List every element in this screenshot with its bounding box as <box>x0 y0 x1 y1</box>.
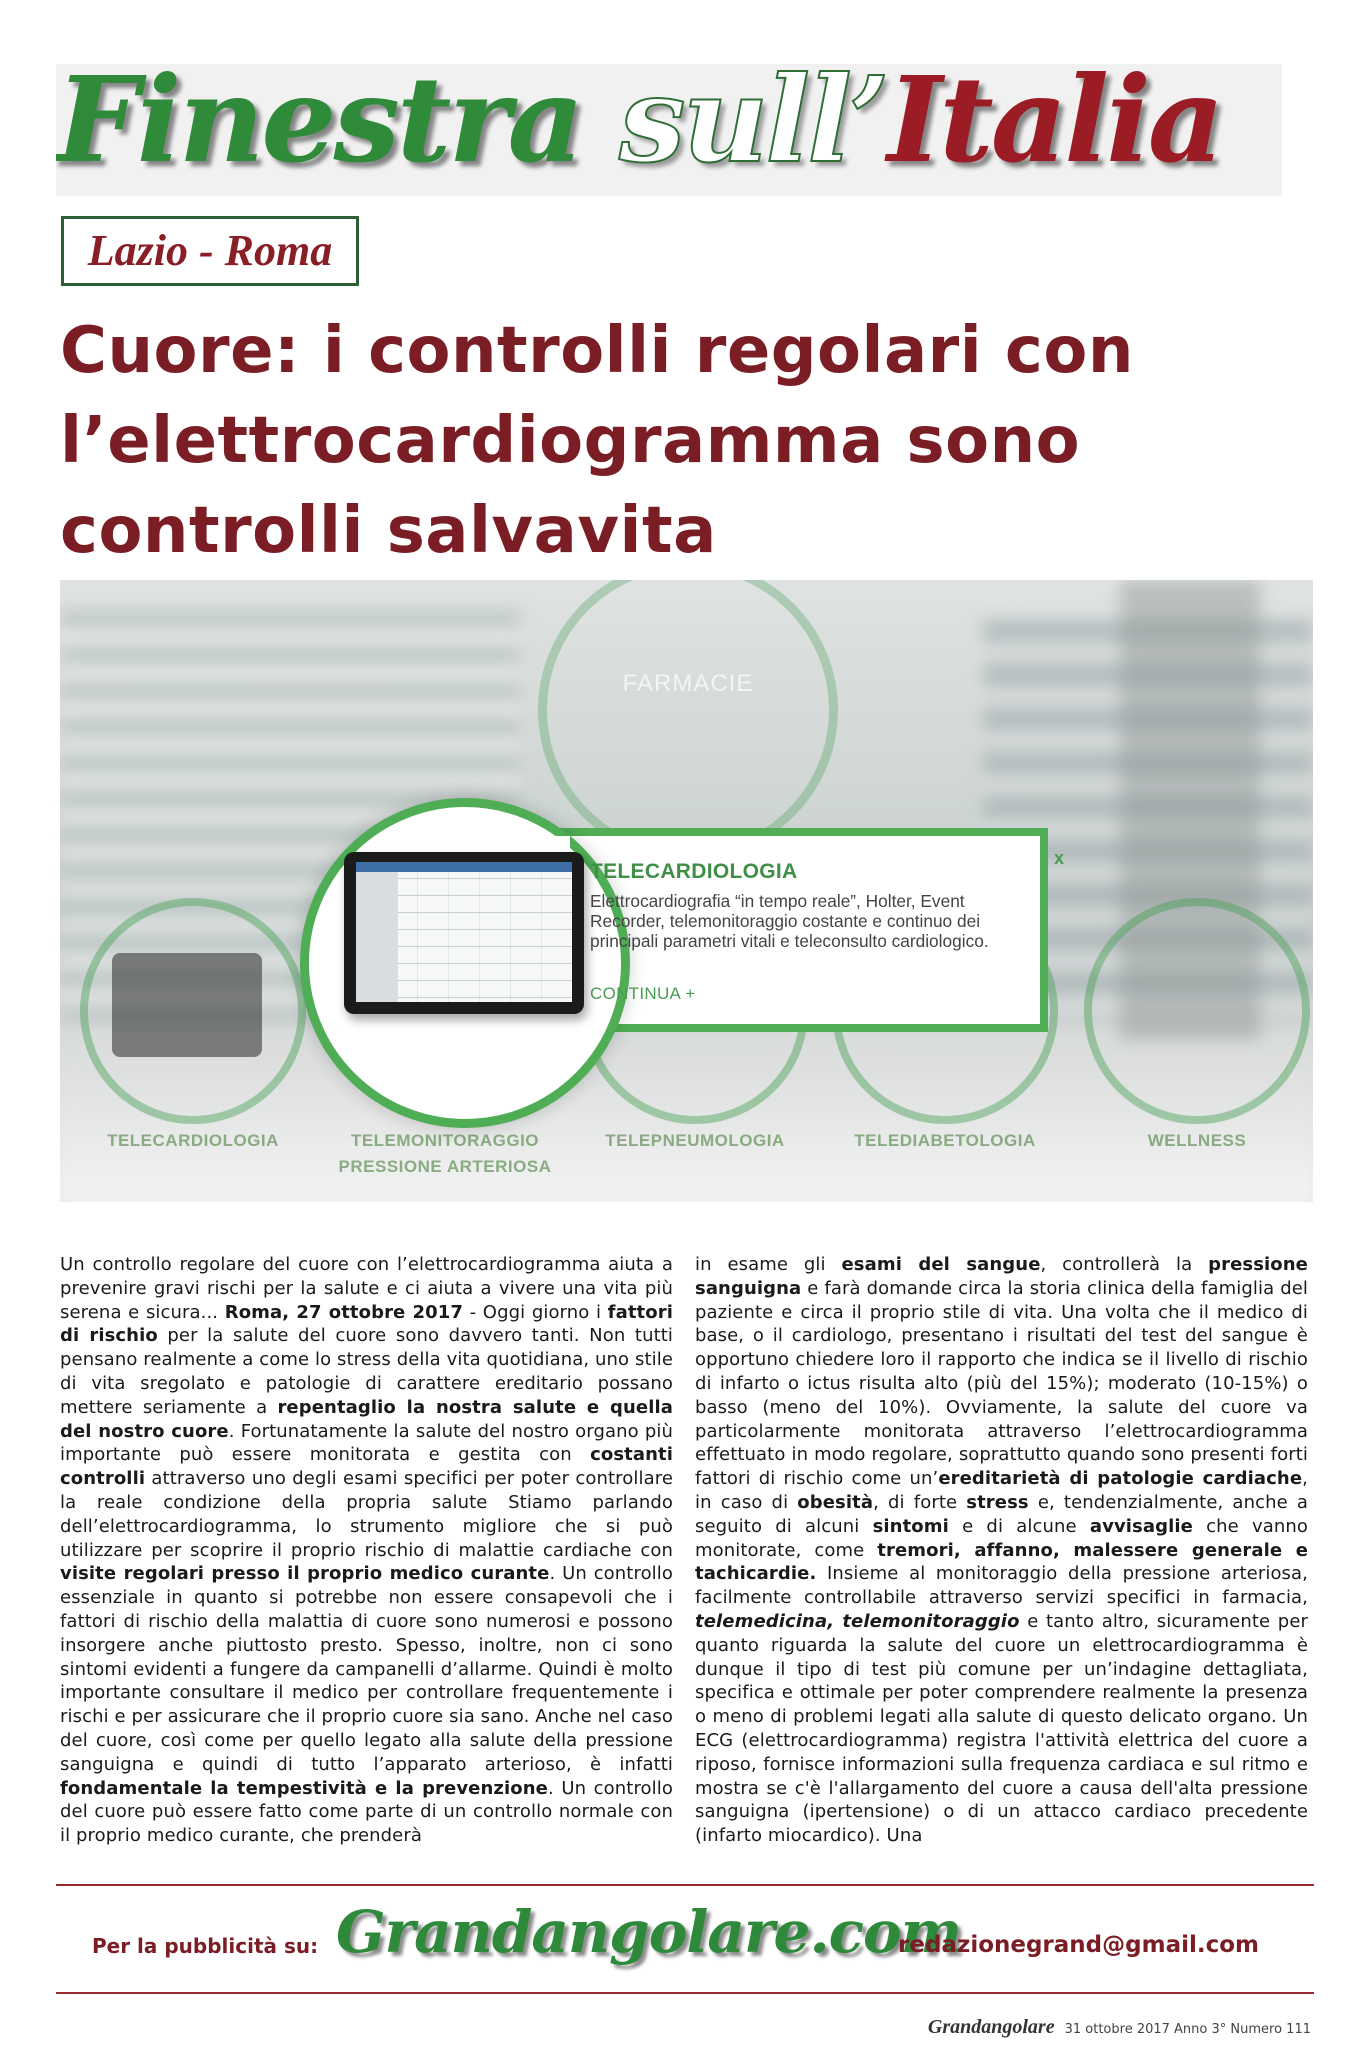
continua-link: CONTINUA + <box>590 984 696 1003</box>
text-run: - Oggi giorno i <box>463 1301 608 1323</box>
category-wellness: WELLNESS <box>1147 1131 1247 1150</box>
category-telecardiologia: TELECARDIOLOGIA <box>107 1131 279 1150</box>
grandangolare-logo[interactable]: Grandangolare.com <box>336 1898 962 1966</box>
text-run: per la salute del cuore sono davvero tanti. Non tutti pensano realmente a come lo stress della vita quotidiana, uno stile di vita sregolato e patologie di carattere ereditario possano mettere seriamente a <box>60 1325 673 1418</box>
text-run: e tanto altro, sicuramente per quanto riguarda la salute del cuore un elettrocardiogramma è dunque il tipo di test più comune per un’indagine dettagliata, specifica e ottimale per poter comprendere realmente la presenza o meno di problemi legati alla salute di questo delicato organo. Un ECG (elettrocardiogramma) registra l'attività elettrica del cuore a riposo, fornisce informazioni sulla frequenza cardiaca e sul ritmo e mostra se c'è l'allargamento del cuore a causa dell'alta pressione sanguigna (ipertensione) o di un attacco cardiaco precedente (infarto miocardico). Una <box>695 1610 1309 1847</box>
text-run: . Un controllo essenziale in quanto si potrebbe non essere consapevoli che i fattori di rischio della malattia di cuore sono numerosi e possono insorgere anche piuttosto presto. Spesso, inoltre, non ci sono sintomi evidenti a fungere da campanelli d’allarme. Quindi è molto importante consultare il medico per controllare frequentemente i rischi e per assicurare che il proprio cuore sia sano. Anche nel caso del cuore, così come per quello legato alla salute della pressione sanguigna e quindi di tutto l’apparato arterioso, è infatti <box>60 1563 673 1775</box>
ring-wellness <box>1084 898 1310 1124</box>
category-telemonitoraggio-line-2: PRESSIONE ARTERIOSA <box>338 1157 552 1176</box>
headline-line-1: Cuore: i controlli regolari con <box>60 314 1134 388</box>
masthead <box>56 64 1282 196</box>
category-telemonitoraggio <box>322 1128 568 1180</box>
text-run: , in caso di <box>695 1468 1308 1513</box>
masthead-word-finestra: Finestra <box>56 64 582 189</box>
category-telediabetologia: TELEDIABETOLOGIA <box>854 1131 1036 1150</box>
bold-run: repentaglio la nostra salute e quella del nostro cuore <box>60 1396 673 1442</box>
headline-line-2: l’elettrocardiogramma sono <box>60 404 1081 478</box>
divider-bottom <box>56 1992 1314 1994</box>
category-telepneumologia: TELEPNEUMOLOGIA <box>605 1131 785 1150</box>
tablet-icon <box>344 852 584 1014</box>
text-run: , di forte <box>873 1491 967 1513</box>
article-column-right <box>695 1253 1308 1848</box>
text-run: . Un controllo del cuore può essere fatto come parte di un controllo normale con il proprio medico curante, che prenderà <box>60 1777 673 1847</box>
contact-email-link[interactable]: redazionegrand@gmail.com <box>898 1932 1259 1958</box>
masthead-title <box>56 64 1221 189</box>
text-run: , controllerà la <box>1040 1254 1209 1275</box>
footer-brand: Grandangolare <box>927 2016 1055 2038</box>
bold-run: Roma, 27 ottobre 2017 <box>224 1301 463 1323</box>
text-run: e di alcune <box>948 1515 1090 1537</box>
bold-run: fondamentale la tempestività e la prevenzione <box>60 1777 548 1799</box>
text-run: Insieme al monitoraggio della pressione arteriosa, facilmente controllabile attraverso servizi specifici in farmacia, <box>695 1563 1308 1609</box>
category-telemonitoraggio-line-1: TELEMONITORAGGIO <box>350 1131 540 1150</box>
farmacie-label: FARMACIE <box>622 670 754 697</box>
bold-run: avvisaglie <box>1089 1515 1193 1537</box>
bold-run: visite regolari presso il proprio medico curante <box>60 1563 550 1585</box>
footer-issue-info: 31 ottobre 2017 Anno 3° Numero 111 <box>1064 2022 1311 2037</box>
bold-run: fattori di rischio <box>60 1301 673 1347</box>
article-headline <box>60 306 1330 576</box>
masthead-word-italia: Italia <box>887 64 1222 189</box>
text-run: e farà domande circa la storia clinica della famiglia del paziente e circa il proprio stile di vita. Una volta che il medico di base, o il cardiologo, presentano i risultati del test del sangue è opportuno chiedere loro il rapporto che indica se il livello di rischio di infarto o ictus risulta alto (più del 15%); moderato (10-15%) o basso (meno del 10%). Ovviamente, la salute del cuore va particolarmente monitorata attraverso l’elettrocardiogramma effettuato in modo regolare, soprattutto quando sono presenti forti fattori di rischio come un’ <box>695 1277 1308 1490</box>
hero-image <box>60 580 1313 1202</box>
divider-top <box>56 1884 1314 1886</box>
tablet-small-icon <box>112 953 262 1057</box>
tablet-screen <box>356 862 572 1002</box>
popup-title: TELECARDIOLOGIA <box>590 860 798 883</box>
top-ring <box>538 580 838 860</box>
bold-run: pressione sanguigna <box>695 1254 1308 1299</box>
bold-run: sintomi <box>872 1515 949 1537</box>
section-tag: Lazio - Roma <box>61 216 359 286</box>
text-run: attraverso uno degli esami specifici per poter controllare la reale condizione della propria salute Stiamo parlando dell’elettrocardiogramma, lo strumento migliore che si può utilizzare per scoprire il proprio rischio di malattie cardiache con <box>60 1468 673 1561</box>
text-run: che vanno monitorate, come <box>695 1515 1308 1561</box>
tablet-header-bar <box>356 862 572 872</box>
headline-line-3: controlli salvavita <box>60 494 717 568</box>
bold-run: obesità <box>797 1491 874 1513</box>
page-footer <box>928 2016 1311 2039</box>
bold-run: esami del sangue <box>841 1254 1041 1275</box>
masthead-word-sull: sull’ <box>619 64 888 189</box>
article-column-left <box>60 1253 673 1848</box>
ad-label: Per la pubblicità su: <box>92 1934 319 1958</box>
text-run: e, tendenzialmente, anche a seguito di alcuni <box>695 1491 1308 1537</box>
text-run: Un controllo regolare del cuore con l’elettrocardiogramma aiuta a prevenire gravi rischi per la salute e ci aiuta a vivere una vita più serena e sicura... <box>60 1254 673 1323</box>
bold-run: stress <box>966 1491 1029 1513</box>
close-icon: x <box>1054 848 1065 868</box>
text-run: in esame gli <box>695 1254 842 1275</box>
bold-run: tremori, affanno, malessere generale e tachicardie. <box>695 1539 1308 1585</box>
popup-description: Elettrocardiografia “in tempo reale”, Holter, Event Recorder, telemonitoraggio costante e continuo dei principali parametri vitali e teleconsulto cardiologico. <box>590 891 989 951</box>
bold-italic-run: telemedicina, telemonitoraggio <box>695 1610 1020 1632</box>
text-run: . Fortunatamente la salute del nostro organo più importante può essere monitorata e gestita con <box>60 1420 673 1466</box>
bold-run: costanti controlli <box>60 1444 673 1490</box>
bold-run: ereditarietà di patologie cardiache <box>938 1468 1303 1490</box>
